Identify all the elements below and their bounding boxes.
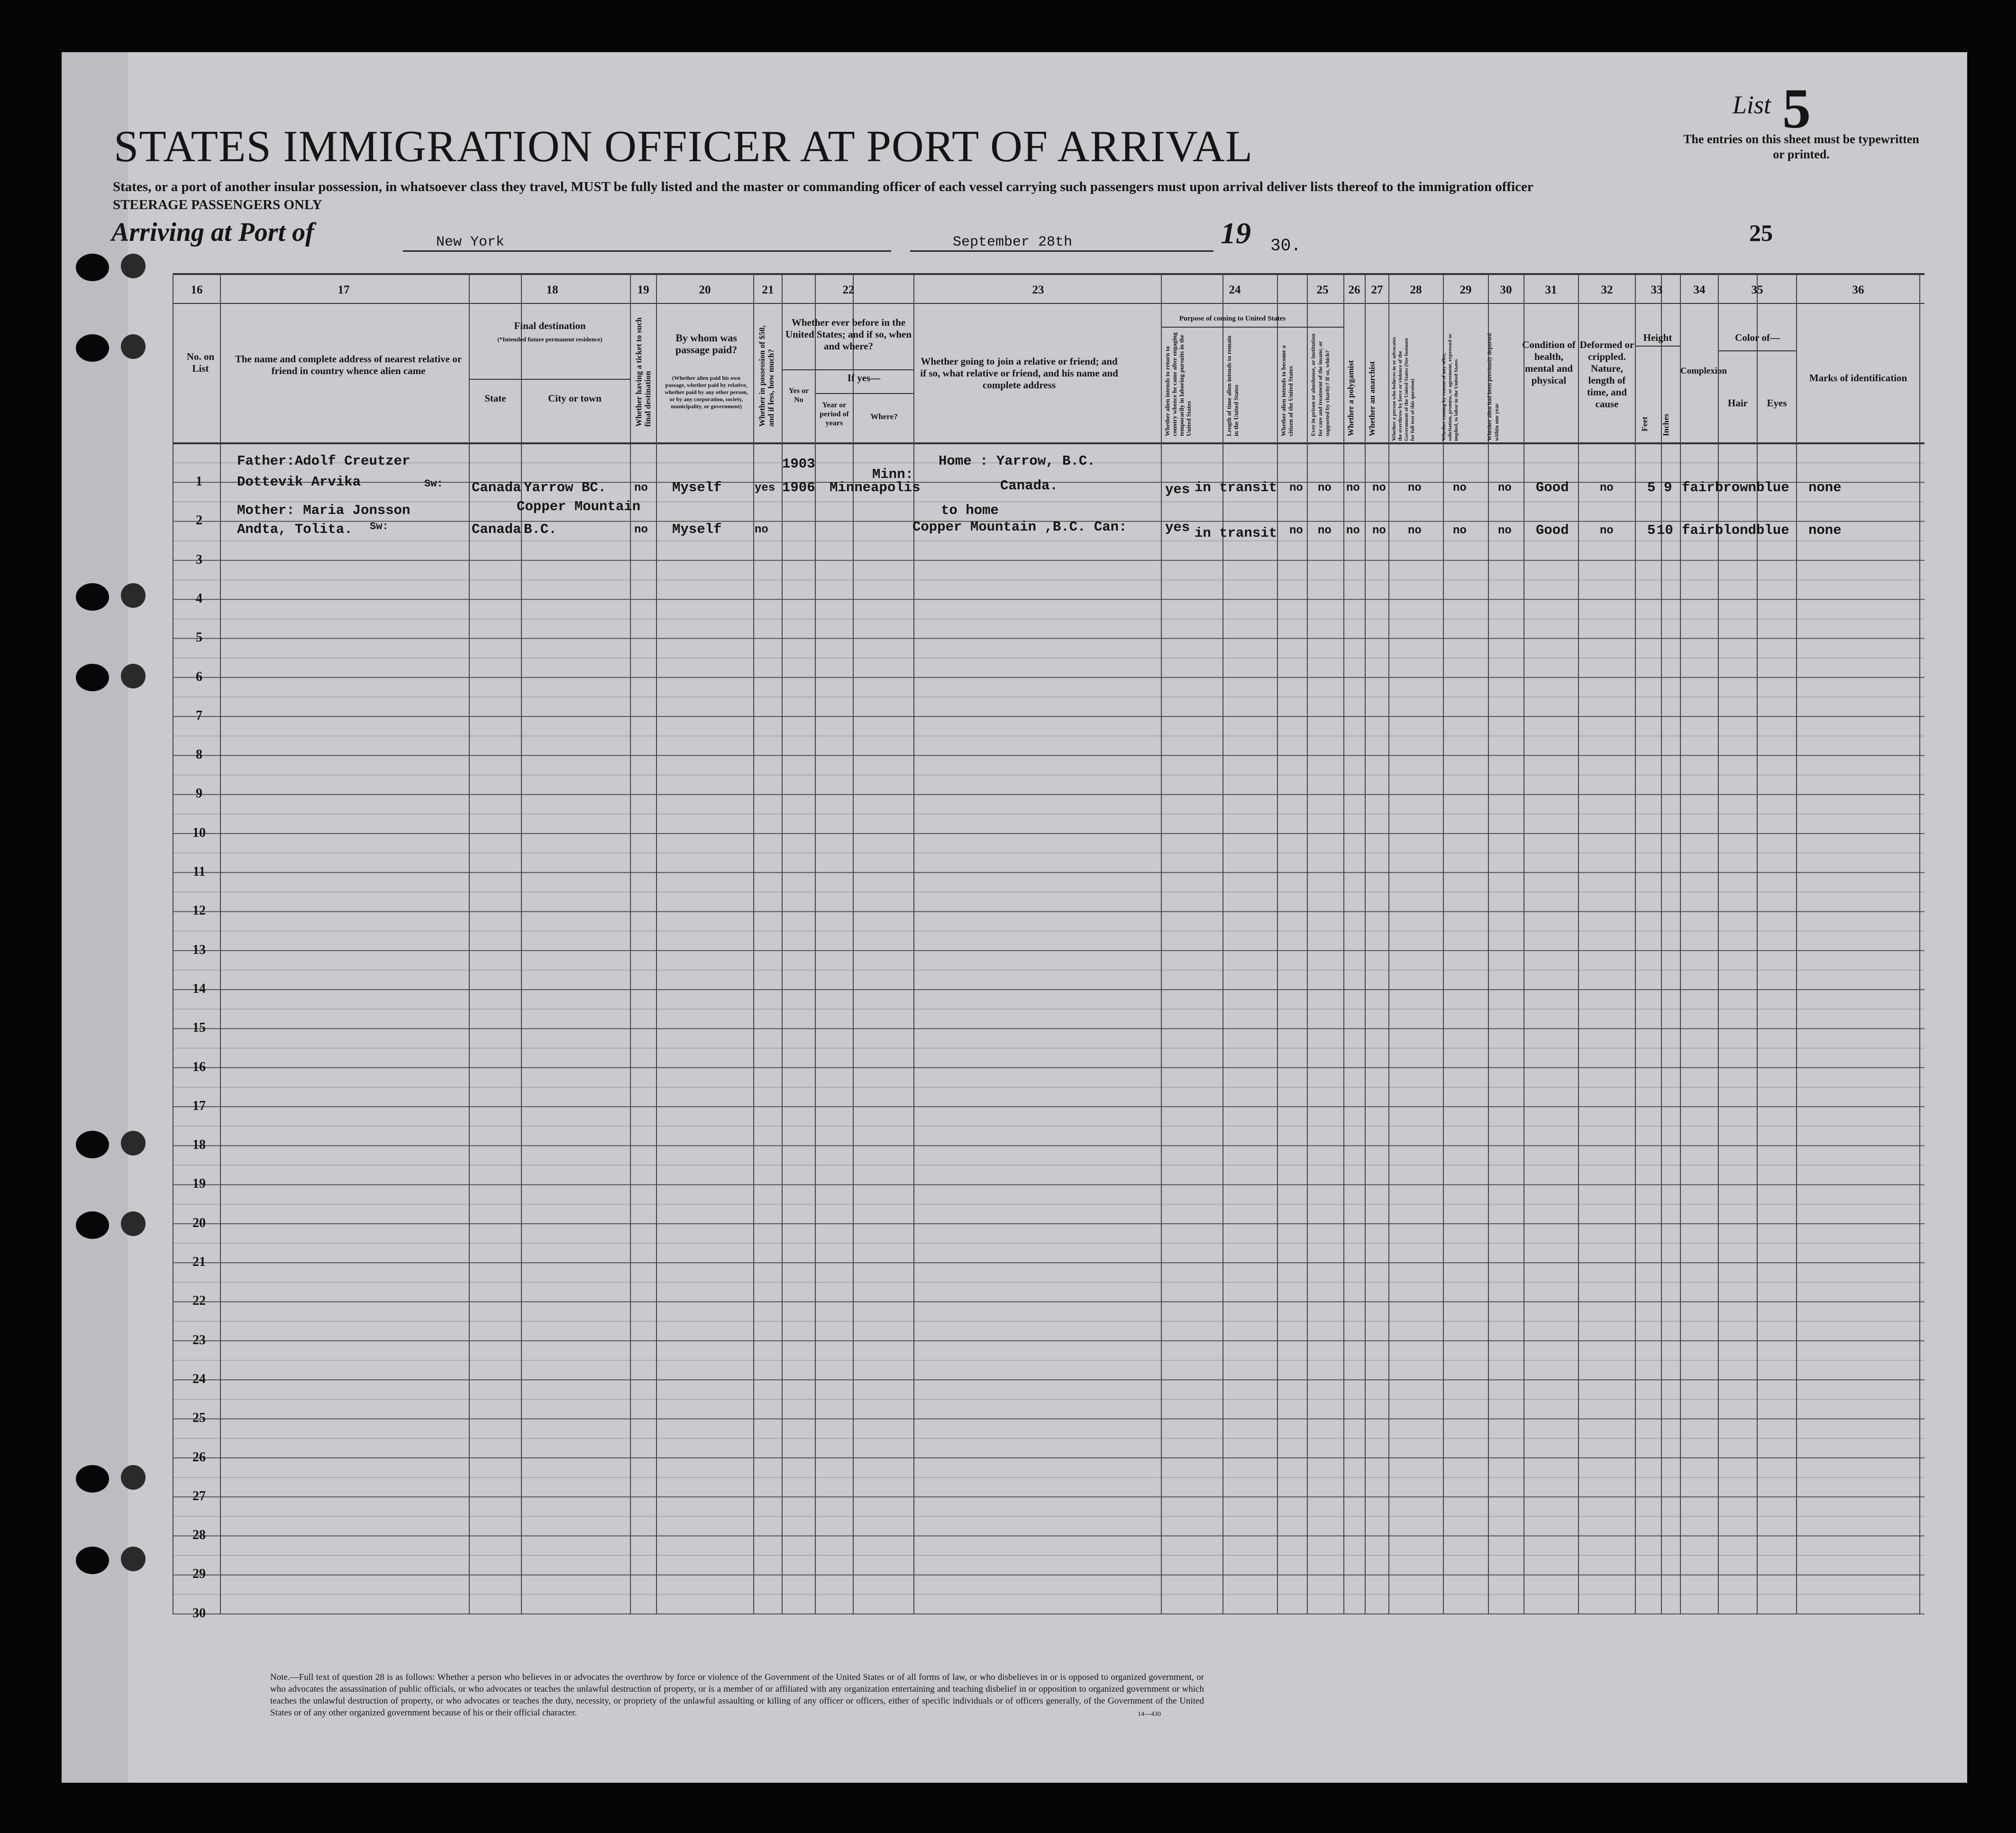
- column-number: 17: [338, 284, 350, 296]
- row-number: 8: [196, 747, 202, 762]
- header-no-on-list: No. on List: [186, 351, 215, 374]
- column-number: 28: [1410, 284, 1422, 296]
- header-q28: Whether a person who believes in or advocates the overthrow by force or violence of the Government of the United States (See footnote for full text of this question): [1391, 337, 1415, 441]
- column-number: 34: [1693, 284, 1706, 296]
- header-eyes: Eyes: [1767, 397, 1787, 409]
- header-feet: Feet: [1640, 416, 1649, 431]
- row2-marks: none: [1808, 522, 1842, 538]
- row1-anarchist: no: [1372, 482, 1386, 495]
- list-number: 5: [1782, 77, 1811, 140]
- date-value: September 28th: [953, 234, 1073, 250]
- row2-q29: no: [1453, 524, 1467, 537]
- row2-feet: 5: [1647, 522, 1656, 538]
- row1-inches: 9: [1664, 480, 1672, 495]
- row2-relative-line1: Mother: Maria Jonsson: [237, 503, 410, 518]
- header-purpose-length: Length of time alien intends to remain in the United States: [1225, 335, 1240, 436]
- row-number: 28: [192, 1528, 206, 1543]
- form-number: 14—430: [1138, 1711, 1161, 1718]
- header-money: Whether in possession of $50, and if less, how much?: [757, 325, 775, 427]
- row1-citizen: no: [1289, 482, 1303, 495]
- header-polygamist: Whether a polygamist: [1346, 360, 1355, 436]
- port-value: New York: [436, 234, 505, 250]
- row1-prison: no: [1318, 482, 1332, 495]
- row-number: 14: [192, 981, 206, 996]
- row-number: 1: [196, 474, 202, 489]
- row-number: 17: [192, 1098, 206, 1113]
- row-number: 13: [192, 942, 206, 957]
- column-number: 23: [1032, 284, 1044, 296]
- arriving-label: Arriving at Port of: [111, 218, 314, 247]
- row1-eyes: blue: [1756, 480, 1789, 495]
- row-number: 9: [196, 786, 202, 801]
- row2-passage: Myself: [672, 522, 722, 537]
- list-label: List: [1733, 91, 1771, 119]
- row2-purpose-return: yes: [1165, 520, 1190, 535]
- header-q30: Whether alien had been previously deported within one year: [1486, 333, 1500, 441]
- row-number: 5: [196, 630, 202, 645]
- row1-marks: none: [1808, 480, 1842, 495]
- header-anarchist: Whether an anarchist: [1368, 361, 1377, 436]
- column-number: 33: [1651, 284, 1663, 296]
- page-title: STATES IMMIGRATION OFFICER AT PORT OF ARRIVAL: [114, 122, 1253, 171]
- row1-q29: no: [1453, 482, 1467, 495]
- subtitle-line: STEERAGE PASSENGERS ONLY: [113, 197, 322, 212]
- row2-polygamist: no: [1346, 524, 1360, 537]
- row-number: 29: [192, 1567, 206, 1582]
- row2-money: no: [755, 523, 768, 536]
- header-yes-no: Yes or No: [788, 387, 809, 404]
- header-joining: Whether going to join a relative or friend; and if so, what relative or friend, and his name and complete address: [920, 356, 1118, 391]
- row1-ticket: no: [634, 482, 648, 495]
- row1-feet: 5: [1647, 480, 1656, 495]
- row-number: 21: [192, 1255, 206, 1269]
- header-purpose: Purpose of coming to United States: [1179, 315, 1286, 322]
- header-color-of: Color of—: [1735, 332, 1780, 343]
- row-number: 11: [192, 864, 206, 879]
- row2-q28: no: [1408, 524, 1422, 537]
- row-number: 26: [192, 1449, 206, 1465]
- row-number: 2: [196, 513, 202, 528]
- row1-relative-line1: Father:Adolf Creutzer: [237, 453, 410, 469]
- row2-eyes: blue: [1756, 522, 1789, 538]
- row2-anarchist: no: [1372, 524, 1386, 537]
- row2-complexion: fair: [1682, 522, 1715, 538]
- subtitle-line: States, or a port of another insular possession, in whatsoever class they travel, MUST be fully listed and the master or commanding officer of each vessel carrying such passengers must upon arrival deliver lists thereof to the immigration officer: [113, 179, 1533, 194]
- row-number: 27: [192, 1488, 206, 1503]
- row-number: 10: [192, 825, 206, 840]
- header-ticket: Whether having a ticket to such final destination: [634, 317, 652, 427]
- row2-relative-country: Sw:: [370, 521, 389, 532]
- row-number: 20: [192, 1215, 206, 1230]
- row-number: 7: [196, 708, 202, 723]
- header-year-period: Year or period of years: [820, 401, 849, 427]
- row1-money: yes: [755, 482, 775, 495]
- header-if-yes: If yes—: [847, 372, 881, 384]
- row2-q30: no: [1498, 524, 1512, 537]
- row-number: 18: [192, 1137, 206, 1153]
- row1-polygamist: no: [1346, 482, 1360, 495]
- row1-hair: brown: [1715, 480, 1757, 495]
- row2-city-line1: Copper Mountain: [517, 499, 641, 514]
- row1-deformed: no: [1600, 482, 1614, 495]
- row1-relative-country: Sw:: [424, 478, 443, 490]
- header-city: City or town: [548, 393, 602, 404]
- row2-hair: blond: [1715, 522, 1757, 538]
- column-number: 22: [842, 284, 855, 296]
- row2-relative-line2: Andta, Tolita.: [237, 522, 353, 537]
- header-purpose-return: Whether alien intends to return to country whence he came after engaging temporarily in laboring pursuits in the United States: [1164, 332, 1192, 436]
- column-number: 32: [1601, 284, 1613, 296]
- header-inches: Inches: [1661, 413, 1670, 436]
- row2-state: Canada: [472, 522, 521, 537]
- footnote-question-28: Note.—Full text of question 28 is as follows: Whether a person who believes in or advocates the overthrow by force or violence of the Government of the United States or of all forms of law, or who disbelieves in or is opposed to organized government, or who advocates the assassination of public officials, or who advocates or teaches the unlawful destruction of property, or is a member of or affiliated with any organization entertaining and teaching disbelief in or opposition to organized government or which teaches the unlawful destruction of property, or who advocates or teaches the duty, necessity, or propriety of the unlawful assaulting or killing of any officer or officers, either of specific individuals or of officers generally, of the Government of the United States or of any other organized government because of his or their official character.: [270, 1672, 1204, 1718]
- row1-where-2: Minneapolis: [830, 480, 921, 495]
- header-where: Where?: [870, 412, 898, 421]
- row-number: 15: [192, 1020, 206, 1036]
- header-final-destination-note: (*Intended future permanent residence): [497, 336, 602, 343]
- row-number: 19: [192, 1176, 206, 1191]
- row2-joining-line1: to home: [941, 503, 999, 518]
- header-passage-paid: By whom was passage paid?: [675, 332, 738, 356]
- header-complexion: Complexion: [1680, 366, 1727, 376]
- header-nearest-relative: The name and complete address of nearest relative or friend in country whence alien came: [235, 353, 462, 376]
- row-number: 4: [196, 591, 202, 606]
- header-passage-paid-note: (Whether alien paid his own passage, whether paid by relative, whether paid by any other person, or by any corporation, society, municipality, or government): [665, 375, 748, 410]
- header-purpose-citizen: Whether alien intends to become a citizen of the United States: [1280, 345, 1294, 436]
- row-number: 30: [192, 1605, 206, 1621]
- row-number: 16: [192, 1059, 206, 1074]
- column-number: 27: [1371, 284, 1383, 296]
- column-number: 18: [546, 284, 558, 296]
- header-prison: Ever in prison or almshouse, or institution for care and treatment of the insane, or supported by charity? If so, which?: [1310, 333, 1331, 436]
- row-number: 23: [192, 1332, 206, 1347]
- row1-joining-line2: Canada.: [1000, 478, 1058, 494]
- row-number: 22: [192, 1293, 206, 1309]
- row1-year-2: 1906: [782, 480, 815, 495]
- row1-relative-line2: Dottevik Arvika: [237, 474, 361, 490]
- row1-length: in transit: [1195, 480, 1277, 495]
- row1-city: Yarrow BC.: [524, 480, 607, 495]
- row-number: 6: [196, 669, 202, 684]
- header-deformed: Deformed or crippled. Nature, length of time, and cause: [1579, 339, 1634, 410]
- row1-state: Canada: [472, 480, 521, 495]
- typewritten-notice: The entries on this sheet must be typewritten or printed.: [1683, 132, 1919, 161]
- header-before-us: Whether ever before in the United States; and if so, when and where?: [785, 317, 912, 352]
- row1-condition: Good: [1536, 480, 1569, 495]
- column-number: 25: [1316, 284, 1329, 296]
- header-state: State: [484, 393, 506, 404]
- row1-passage: Myself: [672, 480, 722, 495]
- year-suffix: 30.: [1270, 236, 1301, 256]
- row1-joining-line1: Home : Yarrow, B.C.: [939, 453, 1095, 469]
- header-q29: Whether coming by reason of any offer, solicitation, promise, or agreement, expressed or implied, to labor in the United States: [1441, 333, 1459, 441]
- row1-q28: no: [1408, 482, 1422, 495]
- sheet-number: 25: [1749, 220, 1773, 246]
- row2-deformed: no: [1600, 524, 1614, 537]
- column-number: 26: [1348, 284, 1360, 296]
- column-number: 21: [762, 284, 774, 296]
- header-hair: Hair: [1728, 397, 1748, 409]
- header-final-destination: Final destination: [514, 320, 586, 331]
- row2-ticket: no: [634, 523, 648, 536]
- row2-joining-line2: Copper Mountain ,B.C. Can:: [912, 519, 1127, 535]
- row2-city: B.C.: [524, 522, 557, 537]
- column-number: 36: [1852, 284, 1864, 296]
- row1-q30: no: [1498, 482, 1512, 495]
- column-number: 29: [1460, 284, 1472, 296]
- year-prefix: 19: [1221, 216, 1251, 250]
- row1-year-1: 1903: [782, 456, 815, 472]
- column-number: 16: [191, 284, 203, 296]
- header-condition: Condition of health, mental and physical: [1522, 339, 1576, 386]
- row1-purpose-return: yes: [1165, 482, 1190, 497]
- row2-citizen: no: [1289, 524, 1303, 537]
- column-number: 24: [1229, 284, 1241, 296]
- row1-complexion: fair: [1682, 480, 1715, 495]
- column-number: 20: [699, 284, 711, 296]
- row2-inches: 10: [1657, 522, 1673, 538]
- header-height: Height: [1643, 332, 1672, 343]
- row2-condition: Good: [1536, 522, 1569, 538]
- column-number: 31: [1545, 284, 1557, 296]
- row-number: 3: [196, 552, 202, 567]
- row-number: 24: [192, 1371, 206, 1386]
- column-number: 30: [1500, 284, 1512, 296]
- column-number: 35: [1751, 284, 1763, 296]
- row2-length: in transit: [1195, 525, 1277, 541]
- row1-where-1: Minn:: [872, 467, 914, 482]
- row-number: 12: [192, 903, 206, 918]
- header-marks: Marks of identification: [1809, 372, 1907, 384]
- column-number: 19: [637, 284, 649, 296]
- row2-prison: no: [1318, 524, 1332, 537]
- row-number: 25: [192, 1411, 206, 1426]
